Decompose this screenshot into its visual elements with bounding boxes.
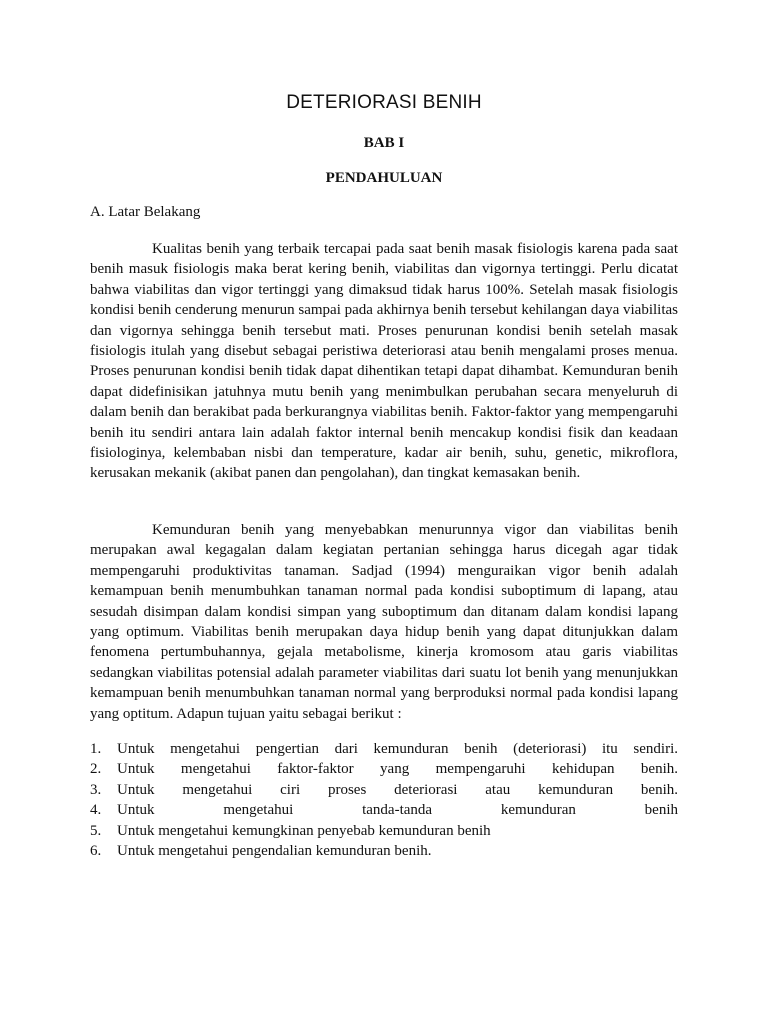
list-item xyxy=(90,759,678,779)
list-item xyxy=(90,780,678,800)
list-item xyxy=(90,739,678,759)
list-item-text: Untuk mengetahui pengertian dari kemunduran benih (deteriorasi) itu sendiri. xyxy=(117,741,678,757)
document-title: DETERIORASI BENIH xyxy=(286,92,482,113)
list-item-text: Untuk mengetahui kemungkinan penyebab kemunduran benih xyxy=(117,822,491,839)
list-item-number: 5. xyxy=(90,822,102,839)
list-item-number: 2. xyxy=(90,761,102,778)
list-item-text: Untuk mengetahui ciri proses deteriorasi atau kemunduran benih. xyxy=(117,781,678,798)
list-item-text: Untuk mengetahui pengendalian kemunduran benih. xyxy=(117,843,432,860)
paragraph-background: Kualitas benih yang terbaik tercapai pada saat benih masak fisiologis karena pada saat benih masuk fisiologis maka berat kering benih, viabilitas dan vigornya tertinggi. Perlu dicatat bahwa viabilitas dan vigor tertinggi yang dimaksud tidak harus 100%. Setelah masak fisiologis kondisi benih cenderung menurun sampai pada akhirnya benih tersebut kehilangan daya viabilitas dan vigornya sehingga benih tersebut mati. Proses penurunan kondisi benih setelah masak fisiologis itulah yang disebut sebagai peristiwa deteriorasi atau benih mengalami proses menua. Proses penurunan kondisi benih tidak dapat dihentikan tetapi dapat dihambat. Kemunduran benih dapat didefinisikan jatuhnya mutu benih yang menimbulkan perubahan secara menyeluruh di dalam benih dan berakibat pada berkurangnya viabilitas benih. Faktor-faktor yang mempengaruhi benih itu sendiri antara lain adalah faktor internal benih mencakup kondisi fisik dan keadaan fisiologinya, kelembaban nisbi dan temperature, kadar air benih, suhu, genetic, mikroflora, kerusakan mekanik (akibat panen dan pengolahan), dan tingkat kemasakan benih. xyxy=(90,241,678,482)
list-item-number: 6. xyxy=(90,843,102,860)
list-item xyxy=(90,841,678,861)
section-heading: A. Latar Belakang xyxy=(90,204,201,220)
goals-list xyxy=(90,739,678,861)
list-item-number: 3. xyxy=(90,781,102,798)
list-item xyxy=(90,821,678,841)
list-item-number: 1. xyxy=(90,741,102,757)
list-item-text: Untuk mengetahui tanda-tanda kemunduran benih xyxy=(117,802,678,819)
chapter-title: PENDAHULUAN xyxy=(325,170,443,186)
list-item xyxy=(90,800,678,820)
chapter-label: BAB I xyxy=(363,135,405,151)
list-item-number: 4. xyxy=(90,802,102,819)
paragraph-vigor-viability: Kemunduran benih yang menyebabkan menurunnya vigor dan viabilitas benih merupakan awal kegagalan dalam kegiatan pertanian sehingga harus dicegah agar tidak mempengaruhi produktivitas tanaman. Sadjad (1994) menguraikan vigor benih adalah kemampuan benih menumbuhkan tanaman normal pada kondisi suboptimum di lapang, atau sesudah disimpan dalam kondisi simpan yang suboptimum dan ditanam dalam kondisi lapang yang optimum. Viabilitas benih merupakan daya hidup benih yang dapat ditunjukkan dalam fenomena pertumbuhannya, gejala metabolisme, kinerja kromosom atau garis viabilitas sedangkan viabilitas potensial adalah parameter viabilitas dari suatu lot benih yang menunjukkan kemampuan benih menumbuhkan tanaman normal yang berproduksi normal pada kondisi lapang yang optitum. Adapun tujuan yaitu sebagai berikut : xyxy=(90,522,678,722)
list-item-text: Untuk mengetahui faktor-faktor yang mempengaruhi kehidupan benih. xyxy=(117,761,678,778)
